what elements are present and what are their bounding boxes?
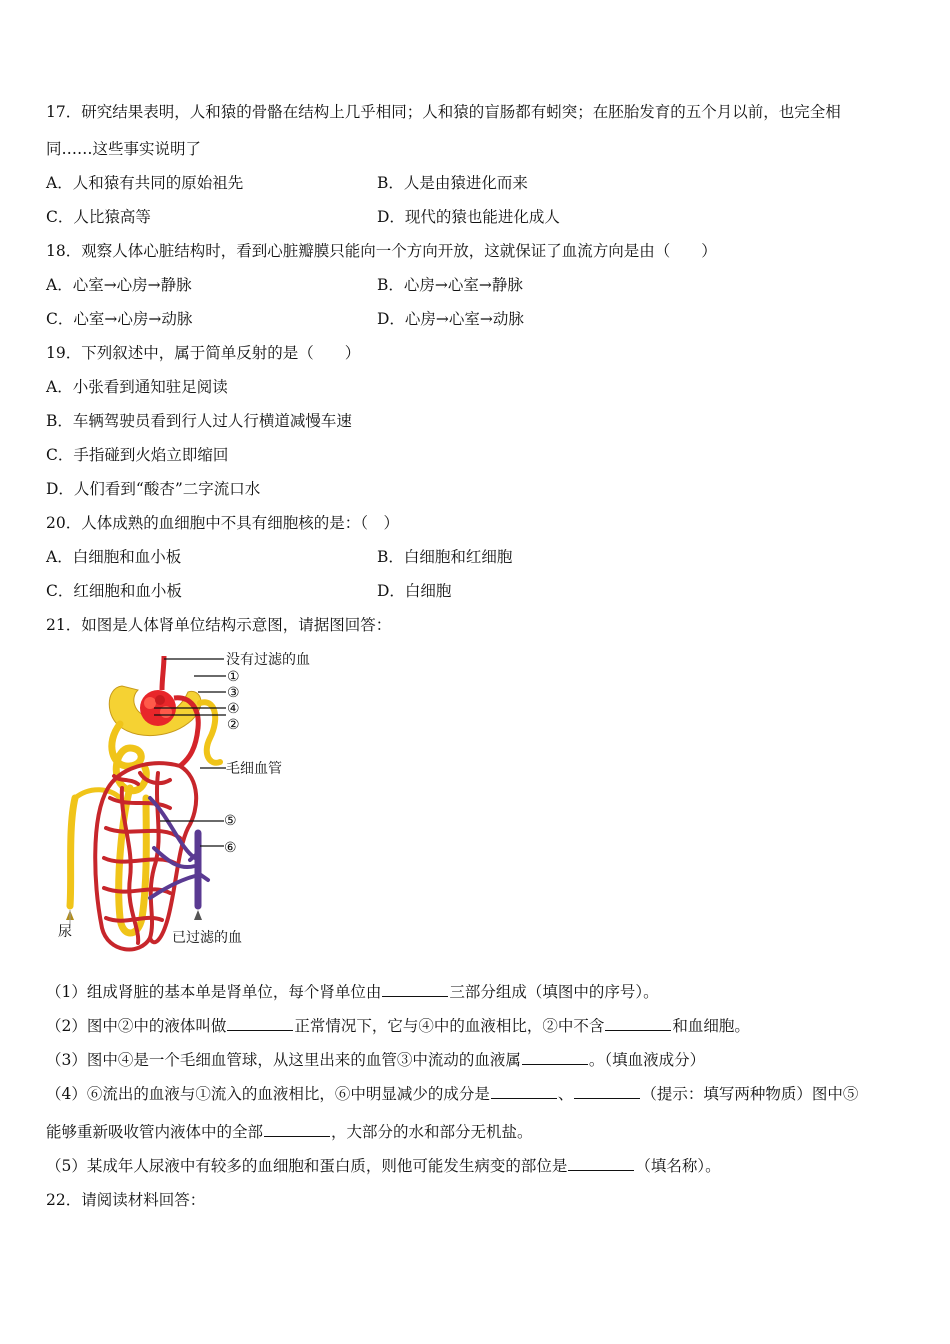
q19-option-b: B．车辆驾驶员看到行人过人行横道减慢车速 bbox=[46, 412, 352, 430]
q19-stem: 19．下列叙述中，属于简单反射的是（ ） bbox=[46, 344, 361, 362]
answer-blank-3[interactable] bbox=[605, 1016, 671, 1031]
q21-sub2 bbox=[46, 1016, 750, 1036]
label-2: ② bbox=[227, 717, 240, 733]
q21-sub3-text-a: （3）图中④是一个毛细血管球，从这里出来的血管③中流动的血液属 bbox=[46, 1051, 521, 1069]
answer-blank-7[interactable] bbox=[264, 1122, 330, 1137]
q21-sub3 bbox=[46, 1050, 705, 1070]
q17-option-a: A．人和猿有共同的原始祖先 bbox=[46, 174, 244, 192]
q21-sub2-text-a: （2）图中②中的液体叫做 bbox=[46, 1017, 227, 1035]
q21-sub3-text-b: 。（填血液成分） bbox=[588, 1051, 706, 1069]
q18-option-a: A．心室→心房→静脉 bbox=[46, 276, 192, 294]
q19-option-d: D．人们看到“酸杏”二字流口水 bbox=[46, 480, 261, 498]
q21-sub4-text-c: （提示：填写两种物质）图中⑤ bbox=[641, 1085, 859, 1103]
q21-sub1-text-b: 三部分组成（填图中的序号）。 bbox=[449, 983, 659, 1001]
q21-sub1 bbox=[46, 982, 659, 1002]
answer-blank-6[interactable] bbox=[574, 1084, 640, 1099]
q18-stem: 18．观察人体心脏结构时，看到心脏瓣膜只能向一个方向开放，这就保证了血流方向是由（ ） bbox=[46, 242, 717, 260]
answer-blank-2[interactable] bbox=[227, 1016, 293, 1031]
q21-sub4-line2 bbox=[46, 1122, 533, 1142]
q17-stem-line2: 同……这些事实说明了 bbox=[46, 140, 202, 158]
q20-option-d: D．白细胞 bbox=[377, 582, 452, 600]
q17-stem-line1: 17．研究结果表明，人和猿的骨骼在结构上几乎相同；人和猿的盲肠都有蚓突；在胚胎发育的五个月以前，也完全相 bbox=[46, 103, 841, 121]
answer-blank-4[interactable] bbox=[522, 1050, 588, 1065]
q21-sub1-text-a: （1）组成肾脏的基本单是肾单位，每个肾单位由 bbox=[46, 983, 382, 1001]
label-1: ① bbox=[227, 669, 240, 685]
afferent-arteriole bbox=[162, 656, 164, 690]
answer-blank-8[interactable] bbox=[568, 1156, 634, 1171]
q21-stem: 21．如图是人体肾单位结构示意图，请据图回答： bbox=[46, 616, 392, 634]
q21-sub5-text-a: （5）某成年人尿液中有较多的血细胞和蛋白质，则他可能发生病变的部位是 bbox=[46, 1157, 568, 1175]
q17-option-d: D．现代的猿也能进化成人 bbox=[377, 208, 560, 226]
q21-sub4-text-b: 、 bbox=[557, 1085, 574, 1103]
label-filtered-blood: 已过滤的血 bbox=[172, 930, 242, 946]
q17-option-b: B．人是由猿进化而来 bbox=[377, 174, 528, 192]
q21-sub4-text-e: ，大部分的水和部分无机盐。 bbox=[331, 1123, 533, 1141]
collecting-duct bbox=[70, 798, 75, 906]
q18-option-b: B．心房→心室→静脉 bbox=[377, 276, 523, 294]
q18-option-c: C．心室→心房→动脉 bbox=[46, 310, 193, 328]
label-5: ⑤ bbox=[224, 813, 237, 829]
q20-option-a: A．白细胞和血小板 bbox=[46, 548, 182, 566]
q17-option-c: C．人比猿高等 bbox=[46, 208, 151, 226]
q18-option-d: D．心房→心室→动脉 bbox=[377, 310, 524, 328]
q21-sub4-text-a: （4）⑥流出的血液与①流入的血液相比，⑥中明显减少的成分是 bbox=[46, 1085, 490, 1103]
q21-sub2-text-c: 和血细胞。 bbox=[672, 1017, 750, 1035]
label-capillary: 毛细血管 bbox=[226, 761, 282, 777]
answer-blank-5[interactable] bbox=[491, 1084, 557, 1099]
q21-sub4-text-d: 能够重新吸收管内液体中的全部 bbox=[46, 1123, 264, 1141]
q21-sub5 bbox=[46, 1156, 721, 1176]
q21-sub4-line1 bbox=[46, 1084, 858, 1104]
q20-stem: 20．人体成熟的血细胞中不具有细胞核的是：（ ） bbox=[46, 514, 399, 532]
label-urine: 尿 bbox=[58, 924, 72, 940]
q19-option-c: C．手指碰到火焰立即缩回 bbox=[46, 446, 229, 464]
nephron-diagram bbox=[50, 648, 330, 963]
q19-option-a: A．小张看到通知驻足阅读 bbox=[46, 378, 228, 396]
q21-sub2-text-b: 正常情况下，它与④中的血液相比，②中不含 bbox=[294, 1017, 605, 1035]
label-unfiltered-blood: 没有过滤的血 bbox=[226, 652, 310, 668]
q20-option-c: C．红细胞和血小板 bbox=[46, 582, 182, 600]
q20-option-b: B．白细胞和红细胞 bbox=[377, 548, 513, 566]
q21-sub5-text-b: （填名称）。 bbox=[635, 1157, 721, 1175]
label-3: ③ bbox=[227, 685, 240, 701]
q22-stem: 22．请阅读材料回答： bbox=[46, 1191, 206, 1209]
label-4: ④ bbox=[227, 701, 240, 717]
answer-blank-1[interactable] bbox=[382, 982, 448, 997]
label-6: ⑥ bbox=[224, 840, 237, 856]
